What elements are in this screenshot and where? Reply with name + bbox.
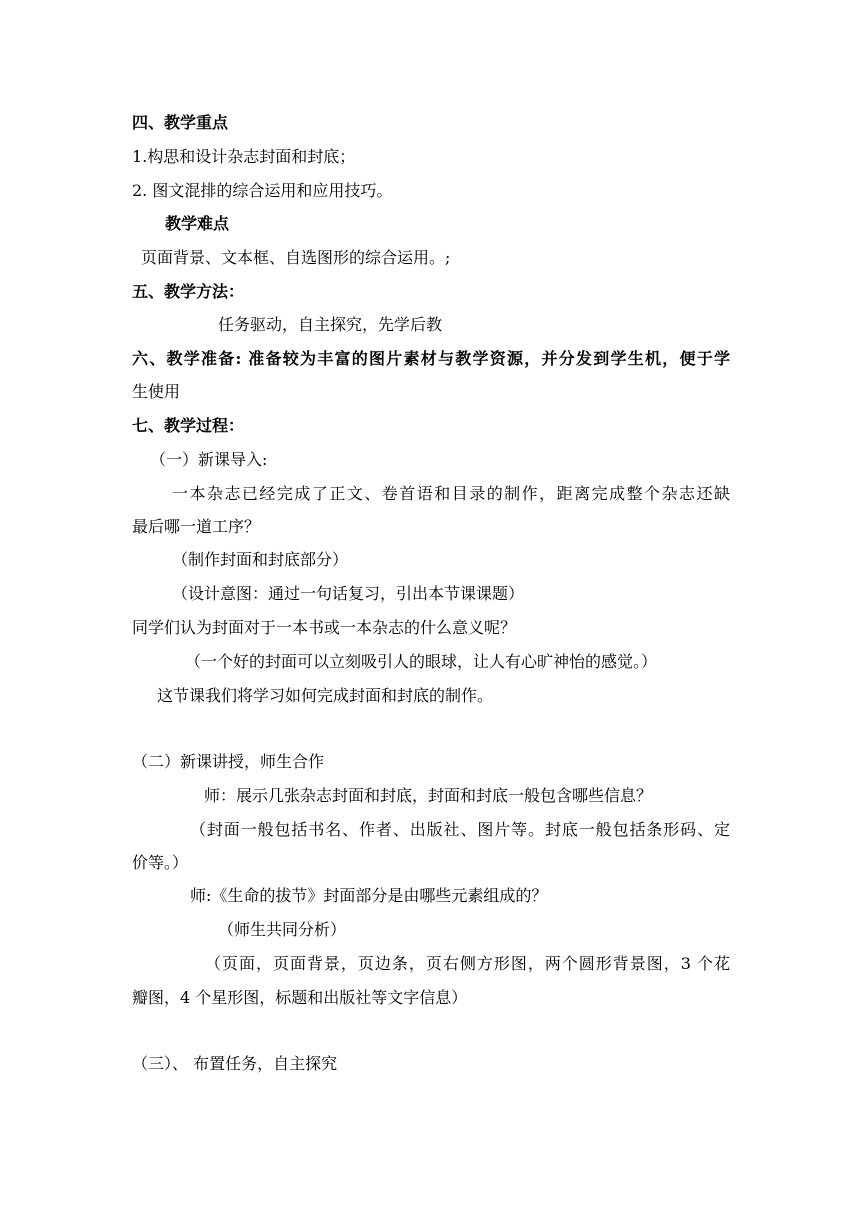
part2-line-5: （师生共同分析） — [218, 920, 347, 939]
section6-line-1-text: 六、教学准备: 准备较为丰富的图片素材与教学资源，并分发到学生机，便于学 — [132, 349, 730, 368]
part1-line-1: 一本杂志已经完成了正文、卷首语和目录的制作，距离完成整个杂志还缺 — [172, 484, 730, 503]
part1-line-7: 这节课我们将学习如何完成封面和封底的制作。 — [157, 686, 494, 705]
part2-line-3: 价等。） — [132, 853, 189, 872]
section5-heading: 五、教学方法： — [132, 282, 245, 301]
part1-line-6: （一个好的封面可以立刻吸引人的眼球，让人有心旷神怡的感觉。） — [185, 652, 658, 671]
part2-line-4: 师:《生命的拔节》封面部分是由哪些元素组成的？ — [190, 886, 548, 905]
part3-heading: （三）、 布置任务，自主探究 — [132, 1054, 338, 1073]
method-text: 任务驱动，自主探究，先学后教 — [218, 315, 443, 334]
section4-heading: 四、教学重点 — [132, 113, 229, 132]
key-point-2: 2. 图文混排的综合运用和应用技巧。 — [132, 181, 393, 200]
part1-heading: （一）新课导入: — [150, 450, 268, 469]
part2-line-6: （页面，页面背景，页边条，页右侧方形图，两个圆形背景图，3 个花 — [205, 954, 730, 973]
part1-line-4: （设计意图：通过一句话复习，引出本节课课题） — [172, 584, 525, 603]
section7-heading: 七、教学过程： — [132, 416, 245, 435]
part1-line-2: 最后哪一道工序？ — [132, 517, 261, 536]
part1-line-5: 同学们认为封面对于一本书或一本杂志的什么意义呢？ — [132, 618, 517, 637]
difficulty-heading: 教学难点 — [165, 214, 230, 233]
part2-heading: （二）新课讲授，师生合作 — [132, 752, 325, 771]
section6-line-1 — [132, 349, 730, 369]
difficulty-text: 页面背景、文本框、自选图形的综合运用。; — [141, 248, 451, 267]
section6-line-2: 生使用 — [132, 382, 181, 401]
key-point-1: 1.构思和设计杂志封面和封底； — [132, 147, 356, 166]
part2-line-1: 师：展示几张杂志封面和封底，封面和封底一般包含哪些信息？ — [204, 786, 653, 805]
part2-line-7: 瓣图，4 个星形图，标题和出版社等文字信息） — [132, 988, 468, 1007]
part2-line-2: （封面一般包括书名、作者、出版社、图片等。封底一般包括条形码、定 — [190, 820, 730, 839]
part1-line-3: （制作封面和封底部分） — [172, 550, 349, 569]
